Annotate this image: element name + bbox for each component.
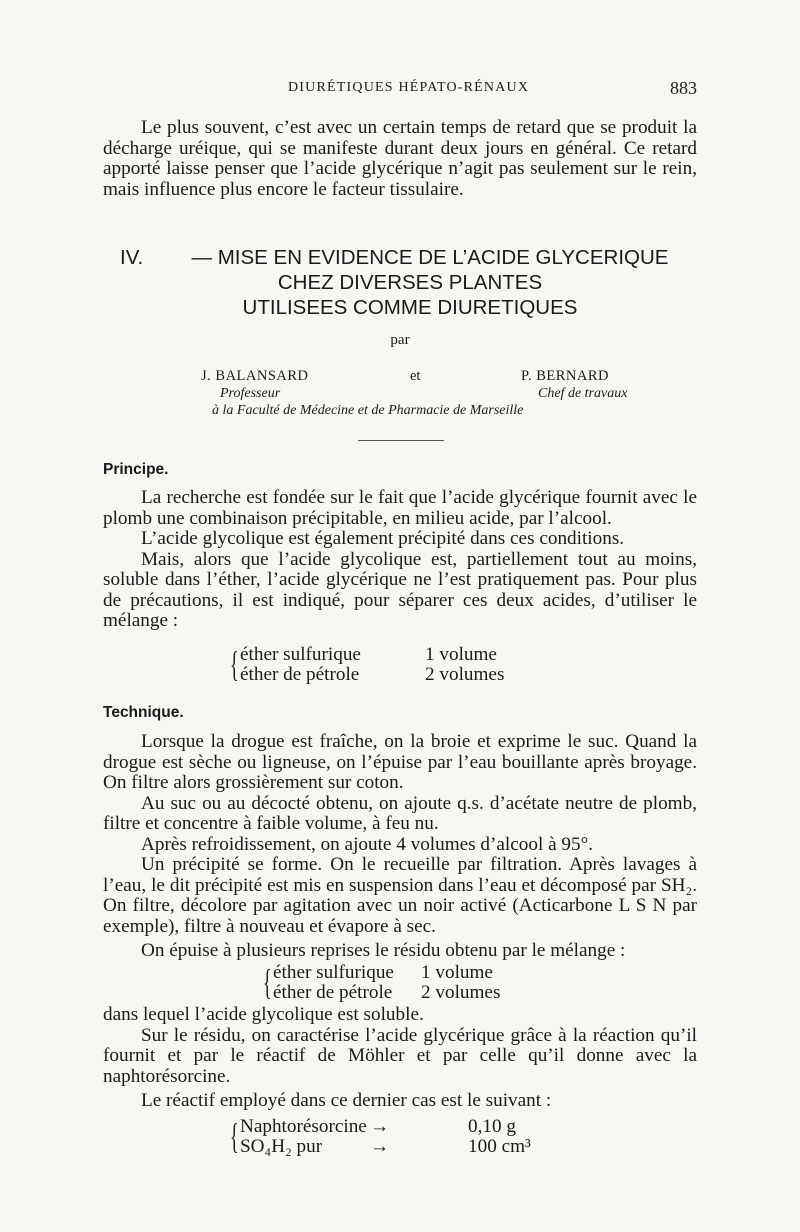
brace-icon: { [230, 1116, 239, 1156]
running-title: DIURÉTIQUES HÉPATO-RÉNAUX [288, 80, 530, 95]
technique-paragraph-6: Sur le résidu, on caractérise l’acide glycérique grâce à la réaction qu’il fournit et par le réactif de Möhler et par celle qu’il donne avec la naphtorésorcine. [103, 1024, 697, 1087]
page-header [103, 78, 697, 100]
principe-heading: Principe. [103, 461, 169, 478]
byline-par: par [390, 332, 410, 348]
arrow-icon: → [370, 1116, 390, 1137]
arrow-icon: → [370, 1136, 390, 1157]
role-1: Professeur [220, 386, 281, 401]
section-number: IV. [120, 246, 144, 269]
brace-icon: { [230, 644, 239, 684]
technique-body-2 [103, 1005, 697, 1112]
technique-paragraph-3: Après refroidissement, on ajoute 4 volumes d’alcool à 95°. [141, 833, 594, 855]
technique-heading: Technique. [103, 704, 184, 721]
page-number: 883 [670, 78, 697, 98]
principe-paragraph-2: L’acide glycolique est également précipité dans ces conditions. [141, 528, 625, 549]
title-line-3: UTILISEES COMME DIURETIQUES [242, 296, 578, 319]
technique-paragraph-4: Un précipité se forme. On le recueille par filtration. Après lavages à l’eau, le dit précipité est mis en suspension dans l’eau et décomposé par SH₂. On filtre, décolore par agitation avec un noir activé (Acticarbone L S N par exemple), filtre à nouveau et évapore à sec. [103, 854, 697, 937]
affiliation: à la Faculté de Médecine et de Pharmacie de Marseille [212, 403, 524, 418]
principe-body [103, 488, 697, 632]
technique-body [103, 732, 697, 962]
technique-paragraph-5: On épuise à plusieurs reprises le résidu obtenu par le mélange : [141, 940, 626, 961]
author-conjunction: et [410, 368, 421, 384]
technique-paragraph-2: Au suc ou au décocté obtenu, on ajoute q.s. d’acétate neutre de plomb, filtre et concentre à faible volume, à feu nu. [103, 792, 697, 834]
after-mixture: dans lequel l’acide glycolique est soluble. [103, 1004, 424, 1025]
role-2: Chef de travaux [538, 386, 628, 401]
principe-paragraph-3: Mais, alors que l’acide glycolique est, partiellement tout au moins, soluble dans l’éther, l’acide glycérique ne l’est pratiquement pas. Pour plus de précautions, il est indiqué, pour séparer ces deux acides, d’utiliser le mélange : [103, 548, 697, 631]
divider [358, 440, 444, 441]
document-page: DIURÉTIQUES HÉPATO-RÉNAUX 883 Le plus souvent, c’est avec un certain temps de retard que se produit la décharge uréique, qui se manifeste durant deux jours en général. Ce retard apporté laisse penser que l’acide glycérique n’agit pas seulement sur le rein, mais influence plus encore le facteur tissulaire. IV. — MISE EN EVIDENCE DE L’ACIDE GLYCERIQUE CHEZ DIVERSES PLANTES UTILISEES COMME DIURETIQUES par J. BALANSARD et P. BERNARD Professeur Chef de travaux à la Faculté de Médecine et de Pharmacie de Marseille Principe. La recherche est fondée sur le fait que l’acide glycérique fournit avec le plomb une combinaison précipitable, en milieu acide, par l’alcool. L’acide glycolique est également précipité dans ces conditions. Mais, alors que l’acide glycolique est, partiellement tout au moins, soluble dans l’éther, l’acide glycérique ne l’est pratiquement pas. Pour plus de précautions, il est indiqué, pour séparer ces deux acides, d’utiliser le mélange : { éther sulfurique 1 volume éther de pétrole 2 volumes Technique. Lorsque la drogue est fraîche, on la broie et exprime le suc. Quand la drogue est sèche ou ligneuse, on l’épuise par l’eau bouillante après broyage. On filtre alors grossièrement sur coton. Au suc ou au décocté obtenu, on ajoute q.s. d’acétate neutre de plomb, filtre et concentre à faible volume, à feu nu. Après refroidissement, on ajoute 4 volumes d’alcool à 95°. Un précipité se forme. On le recueille par filtration. Après lavages à l’eau, le dit précipité est mis en suspension dans l’eau et décomposé par SH₂. On filtre, décolore par agitation avec un noir activé (Acticarbone L S N par exemple), filtre à nouveau et évapore à sec. On épuise à plusieurs reprises le résidu obtenu par le mélange : { éther sulfurique 1 volume éther de pétrole 2 volumes dans lequel l’acide glycolique est soluble. Sur le résidu, on caractérise l’acide glycérique grâce à la réaction qu’il fournit et par le réactif de Möhler et par celle qu’il donne avec la naphtorésorcine. Le réactif employé dans ce dernier cas est le suivant : { Naphtorésorcine → 0,10 g SO₄H₂ pur → 100 cm³ [0, 0, 800, 1232]
principe-paragraph-1: La recherche est fondée sur le fait que l’acide glycérique fournit avec le plomb une combinaison précipitable, en milieu acide, par l’alcool. [103, 487, 697, 529]
technique-paragraph-1: Lorsque la drogue est fraîche, on la broie et exprime le suc. Quand la drogue est sèche ou ligneuse, on l’épuise par l’eau bouillante après broyage. On filtre alors grossièrement sur coton. [103, 731, 697, 793]
technique-paragraph-7: Le réactif employé dans ce dernier cas est le suivant : [141, 1090, 552, 1111]
author-2: P. BERNARD [521, 368, 609, 384]
title-line-1: — MISE EN EVIDENCE DE L’ACIDE GLYCERIQUE [191, 246, 669, 269]
author-1: J. BALANSARD [201, 368, 309, 384]
intro-paragraph: Le plus souvent, c’est avec un certain temps de retard que se produit la décharge uréique, qui se manifeste durant deux jours en général. Ce retard apporté laisse penser que l’acide glycérique n’agit pas seulement sur le rein, mais influence plus encore le facteur tissulaire. [103, 117, 697, 200]
title-line-2: CHEZ DIVERSES PLANTES [277, 271, 543, 294]
section-title [110, 245, 710, 320]
brace-icon: { [263, 962, 272, 1002]
